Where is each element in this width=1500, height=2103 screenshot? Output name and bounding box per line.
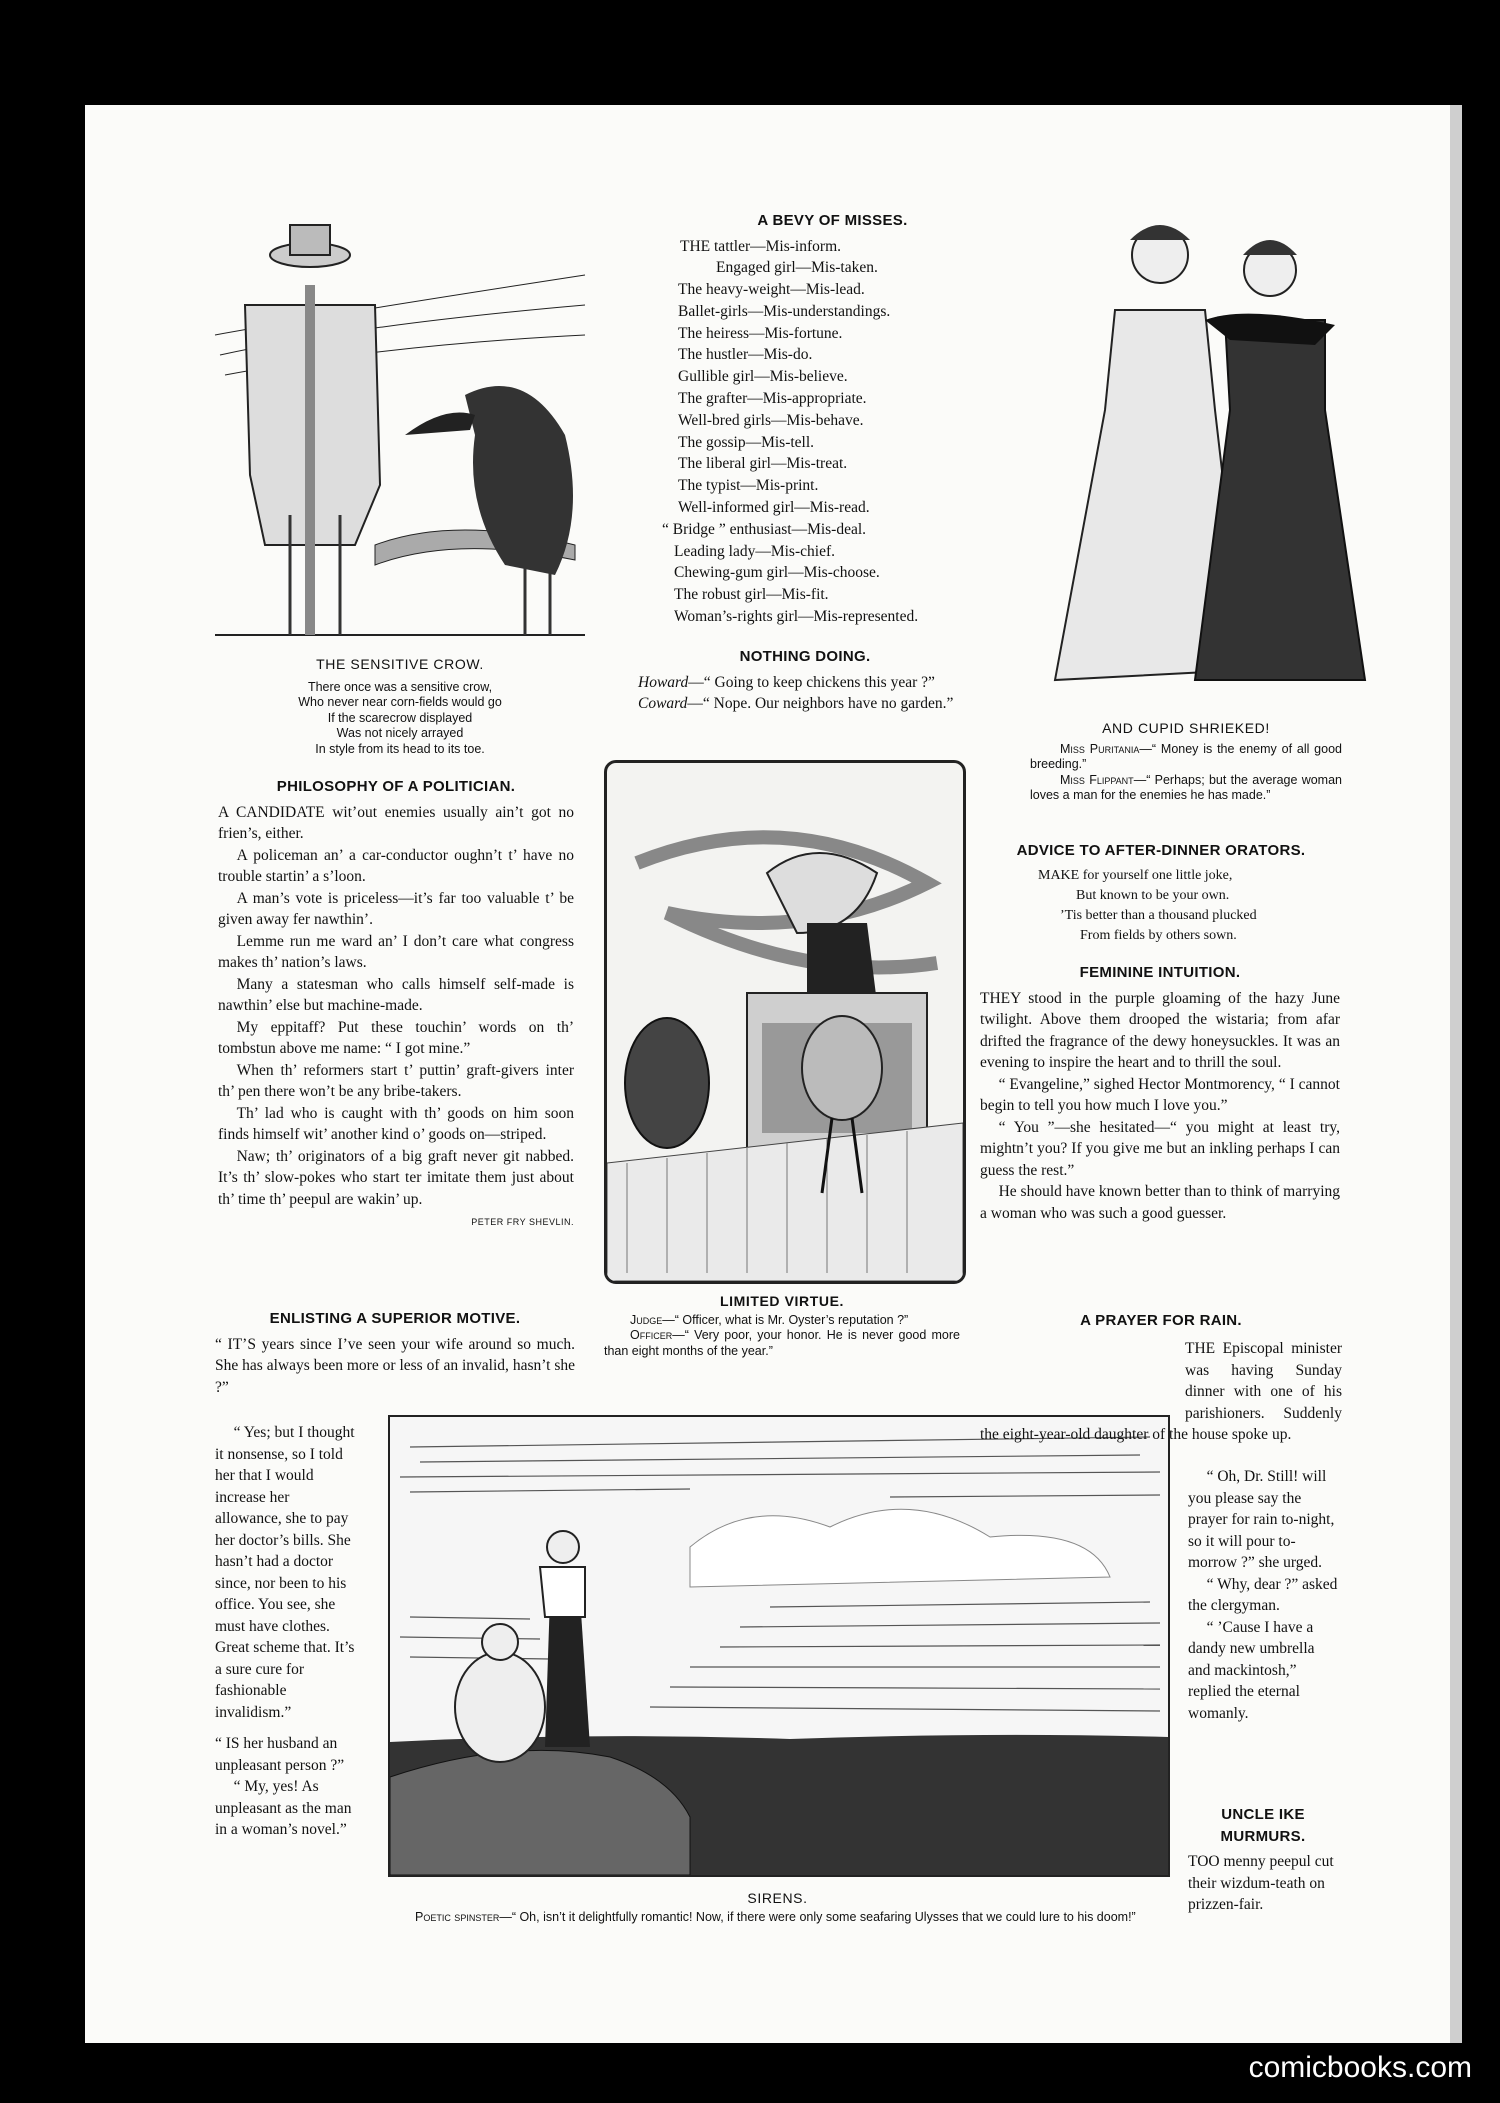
bevy-line: The typist—Mis-print.: [678, 477, 819, 495]
politician-para: My eppitaff? Put these touchin’ words on th’ tombstun above me name: “ I got mine.”: [218, 1018, 574, 1057]
bevy-line: The heiress—Mis-fortune.: [678, 324, 843, 342]
nothing-line-1: —“ Going to keep chickens this year ?”: [688, 673, 935, 691]
ike-text: TOO menny peepul cut their wizdum-teath on prizzen-fair.: [1188, 1853, 1334, 1913]
motive-para-2: “ Yes; but I thought it nonsense, so I told her that I would increase her allowance, she to pay her doctor’s bills. She hasn’t had a doctor since, nor been to his office. You see, she must have clothes. Great scheme that. It’s a sure cure for fashionable invalidism.”: [215, 1424, 355, 1721]
motive-para-1: “ IT’S years since I’ve seen your wife around so much. She has always been more or less of an invalid, hasn’t she ?”: [215, 1335, 575, 1396]
crow-line: Who never near corn-fields would go: [298, 695, 502, 709]
bevy-line: Well-informed girl—Mis-read.: [678, 499, 870, 517]
bevy-line: Well-bred girls—Mis-behave.: [678, 411, 864, 429]
intuition-title: FEMININE INTUITION.: [1079, 964, 1241, 981]
bevy-line: The hustler—Mis-do.: [678, 346, 813, 364]
nothing-section: [600, 646, 1010, 715]
politician-para: When th’ reformers start t’ puttin’ graft-givers inter th’ pen there won’t be any bribe-takers.: [218, 1061, 574, 1100]
bevy-line: Gullible girl—Mis-believe.: [678, 368, 848, 386]
virtue-caption: [604, 1291, 960, 1359]
bevy-line: The heavy-weight—Mis-lead.: [678, 281, 865, 299]
politician-para: Many a statesman who calls himself self-made is nawthin’ else but machine-made.: [218, 975, 574, 1014]
politician-para: A man’s vote is priceless—it’s far too valuable t’ be given away fer nawthin’.: [218, 889, 574, 928]
politician-para: Naw; th’ originators of a big graft never git nabbed. It’s th’ slow-pokes who start ter imitate them just about th’ time th’ peepul are wakin’ up.: [218, 1147, 574, 1208]
rain-section: [980, 1310, 1342, 1336]
crow-line: There once was a sensitive crow,: [307, 679, 493, 694]
rain-para-2: “ Oh, Dr. Still! will you please say the prayer for rain to-night, so it will pour to-morrow ?” she urged.: [1188, 1468, 1335, 1571]
virtue-title: LIMITED VIRTUE.: [719, 1293, 845, 1309]
motive-para-3: “ IS her husband an unpleasant person ?”: [215, 1735, 345, 1774]
sirens-line: —“ Oh, isn’t it delightfully romantic! Now, if there were only some seafaring Ulysses that we could lure to his doom!”: [499, 1909, 1136, 1924]
nothing-speaker-2: Coward: [638, 695, 688, 712]
sirens-title: SIRENS.: [747, 1890, 808, 1906]
rain-para-3: “ Why, dear ?” asked the clergyman.: [1188, 1575, 1338, 1614]
bevy-line: Ballet-girls—Mis-understandings.: [678, 302, 891, 320]
intuition-para: “ Evangeline,” sighed Hector Montmorency, “ I cannot begin to tell you how much I love you.”: [980, 1075, 1340, 1114]
advice-line: But known to be your own.: [1076, 887, 1230, 903]
bevy-line: The gossip—Mis-tell.: [678, 433, 815, 451]
crow-line: Was not nicely arrayed: [336, 726, 464, 740]
motive-para-4: “ My, yes! As unpleasant as the man in a woman’s novel.”: [215, 1778, 352, 1838]
bevy-line: Chewing-gum girl—Mis-choose.: [674, 564, 880, 582]
virtue-speaker-1: Judge: [630, 1312, 663, 1327]
advice-line: From fields by others sown.: [1080, 927, 1237, 943]
sirens-caption: [385, 1888, 1170, 1925]
cupid-speaker-1: Miss Puritania: [1060, 741, 1140, 756]
bevy-line: Engaged girl—Mis-taken.: [716, 259, 878, 277]
bevy-line: The grafter—Mis-appropriate.: [678, 390, 867, 408]
politician-signature: PETER FRY SHEVLIN.: [471, 1217, 574, 1227]
cupid-speaker-2: Miss Flippant: [1060, 772, 1134, 787]
ike-section: [1188, 1804, 1338, 1916]
nothing-line-2: —“ Nope. Our neighbors have no garden.”: [687, 695, 954, 712]
bevy-line: The liberal girl—Mis-treat.: [678, 455, 848, 473]
crow-line: In style from its head to its toe.: [315, 741, 485, 756]
crow-line: If the scarecrow displayed: [327, 710, 473, 725]
crow-caption: [205, 654, 595, 757]
rain-title: A PRAYER FOR RAIN.: [1080, 1312, 1242, 1329]
virtue-line-2: —“ Very poor, your honor. He is never good more than eight months of the year.”: [604, 1328, 960, 1358]
crow-title: THE SENSITIVE CROW.: [316, 656, 484, 672]
bevy-line: Leading lady—Mis-chief.: [674, 542, 835, 560]
motive-section: [215, 1308, 575, 1398]
intuition-para: “ You ”—she hesitated—“ you might at least try, mightn’t you? If you give me but an inkling perhaps I can guess the rest.”: [980, 1118, 1340, 1179]
bevy-title: A BEVY OF MISSES.: [757, 212, 908, 229]
advice-title: ADVICE TO AFTER-DINNER ORATORS.: [1016, 842, 1306, 859]
bevy-line: THE tattler—Mis-inform.: [680, 237, 841, 255]
advice-section: [980, 840, 1342, 946]
cupid-title: AND CUPID SHRIEKED!: [1102, 720, 1270, 736]
bevy-line: Woman’s-rights girl—Mis-represented.: [674, 608, 919, 626]
bevy-line: The robust girl—Mis-fit.: [674, 586, 829, 604]
sirens-illustration: [388, 1415, 1170, 1877]
sirens-speaker: Poetic spinster: [415, 1909, 500, 1924]
politician-title: PHILOSOPHY OF A POLITICIAN.: [276, 778, 516, 795]
cupid-line-1: —“ Money is the enemy of all good breeding.”: [1030, 741, 1342, 771]
politician-section: [218, 776, 574, 1234]
rain-para-1: THE Episcopal minister was having Sunday dinner with one of his parishioners. Suddenly the eight-year-old daughter of the house spoke up.: [980, 1340, 1342, 1443]
page-spine: [1450, 105, 1462, 2043]
rain-intro: [980, 1338, 1342, 1446]
ike-title: UNCLE IKE MURMURS.: [1220, 1806, 1306, 1845]
advice-line: MAKE for yourself one little joke,: [1038, 867, 1233, 883]
virtue-speaker-2: Officer: [630, 1328, 673, 1342]
politician-para: Th’ lad who is caught with th’ goods on him soon finds himself wit’ another kind o’ goods on—striped.: [218, 1104, 574, 1143]
nothing-speaker-1: Howard: [638, 673, 689, 691]
motive-column: [215, 1422, 358, 1841]
bevy-line: “ Bridge ” enthusiast—Mis-deal.: [662, 520, 867, 538]
ladies-illustration: [1015, 210, 1375, 710]
intuition-section: [980, 962, 1340, 1224]
advice-line: ’Tis better than a thousand plucked: [1060, 907, 1257, 923]
politician-para: Lemme run me ward an’ I don’t care what congress makes th’ nation’s laws.: [218, 932, 574, 971]
bevy-section: [660, 210, 1005, 628]
nothing-title: NOTHING DOING.: [739, 648, 871, 665]
comicbooks-watermark: comicbooks.com: [1248, 2051, 1472, 2084]
crow-illustration: [205, 215, 595, 640]
cupid-line-2: —“ Perhaps; but the average woman loves a man for the enemies he has made.”: [1030, 772, 1343, 802]
rain-para-4: “ ’Cause I have a dandy new umbrella and mackintosh,” replied the eternal womanly.: [1188, 1618, 1315, 1722]
motive-title: ENLISTING A SUPERIOR MOTIVE.: [269, 1310, 521, 1327]
cupid-caption: [1030, 718, 1342, 804]
virtue-line-1: —“ Officer, what is Mr. Oyster’s reputation ?”: [662, 1312, 909, 1327]
virtue-illustration: [604, 760, 966, 1284]
rain-column: [1188, 1466, 1338, 1724]
intuition-para: THEY stood in the purple gloaming of the hazy June twilight. Above them drooped the wistaria; from afar drifted the fragrance of the dewy honeysuckles. It was an evening to inspire the heart and to thrill the soul.: [980, 989, 1340, 1071]
intuition-para: He should have known better than to think of marrying a woman who was such a good guesser.: [980, 1183, 1340, 1222]
politician-para: A policeman an’ a car-conductor oughn’t t’ have no trouble startin’ a s’loon.: [218, 846, 574, 885]
politician-para: A CANDIDATE wit’out enemies usually ain’t got no frien’s, either.: [218, 803, 574, 842]
